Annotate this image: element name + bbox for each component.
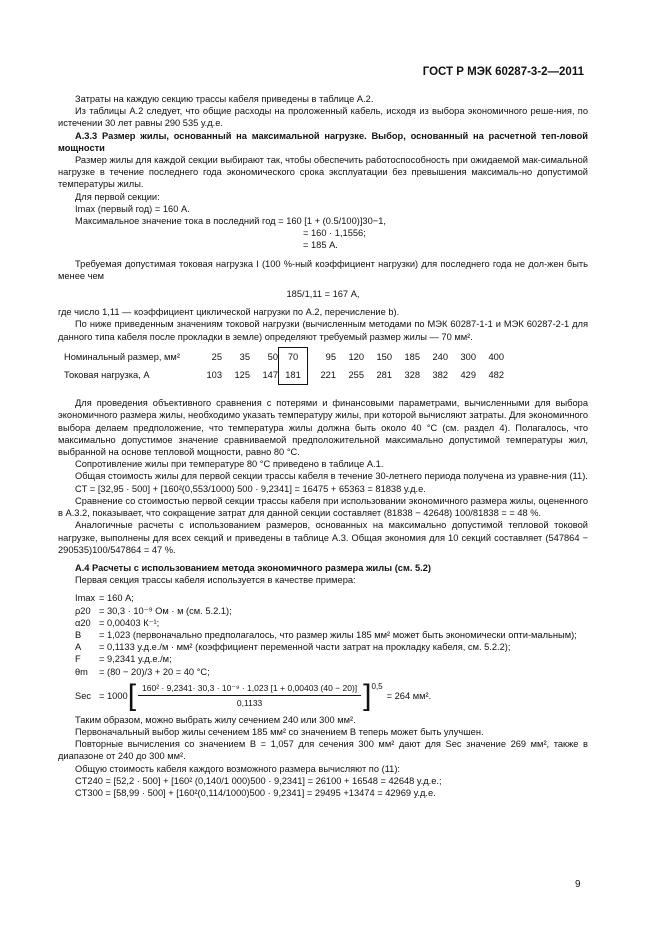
table-cell: 328	[404, 370, 420, 381]
formula-result: = 264 мм².	[386, 690, 432, 701]
sec-formula	[75, 678, 588, 712]
variable-definitions	[58, 592, 588, 677]
definition: = 0,1133 у.д.е./м · мм² (коэффициент переменной части затрат на прокладку кабеля, см. 5.2.2);	[99, 642, 511, 653]
table-cell: 482	[488, 370, 504, 381]
table-row	[58, 347, 504, 366]
paragraph: Размер жилы для каждой секции выбирают так, чтобы обеспечить работоспособность при ожидаемой мак-симальной нагрузке в течение последнего года экономического срока эксплуатации без превышения максималь-но допустимой температуры жилы.	[58, 155, 588, 190]
symbol: F	[75, 654, 81, 665]
table-cell: 150	[376, 351, 392, 362]
symbol: α20	[75, 617, 91, 628]
table-cell: 125	[234, 370, 250, 381]
total-cost-240: CT240 = [52,2 · 500] + [160² (0,140/1 000)500 · 9,2341] = 26100 + 16548 = 42648 у.д.е.;	[75, 775, 442, 786]
table-cell: 382	[432, 370, 448, 381]
formula-coefficient: = 1000	[99, 690, 128, 701]
paragraph: По ниже приведенным значениям токовой нагрузки (вычисленным методами по МЭК 60287-1-1 и МЭК 60287-2-1 для данного типа кабеля после прокладки в земле) определяют требуемый размер жилы — 70 мм².	[58, 319, 588, 342]
row-label: Токовая нагрузка, А	[64, 370, 150, 381]
paragraph: Первоначальный выбор жилы сечением 185 мм² со значением B теперь может быть улучшен.	[75, 726, 484, 737]
definition-row	[75, 605, 588, 617]
table-cell: 50	[267, 351, 278, 362]
highlighted-cell: 70	[279, 347, 308, 366]
table-cell: 400	[488, 351, 504, 362]
max-current-last-year: Максимальное значение тока в последний год = 160 [1 + (0.5/100)]30−1,	[75, 216, 386, 227]
row-label: Номинальный размер, мм²	[64, 351, 180, 362]
paragraph: Из таблицы А.2 следует, что общие расходы на проложенный кабель, исходя из выбора экономичного реше-ния, по истечении 30 лет равны 290 535 у.д.е.	[58, 106, 588, 129]
symbol: B	[75, 629, 82, 640]
highlighted-cell: 181	[279, 366, 308, 385]
paragraph: Общую стоимость кабеля каждого возможного размера вычисляют по (11):	[75, 763, 400, 774]
table-cell: 185	[404, 351, 420, 362]
paragraph: Первая секция трассы кабеля используется в качестве примера:	[75, 575, 356, 586]
table-cell: 240	[432, 351, 448, 362]
paragraph: Общая стоимость жилы для первой секции трассы кабеля в течение 30-летнего периода получена из уравне-ния (11).	[75, 471, 588, 482]
table-row	[58, 366, 504, 385]
table-cell: 35	[239, 351, 250, 362]
paragraph: где число 1,11 — коэффициент циклической нагрузки по А.2, перечисление b).	[58, 307, 400, 318]
total-cost-300: CT300 = [58,99 · 500] + [160²(0,114/1000)500 · 9,2341] = 29495 +13474 = 42969 у.д.е.	[75, 787, 436, 798]
definition-row	[75, 653, 588, 665]
left-bracket: [	[127, 678, 137, 712]
definition-row	[75, 641, 588, 653]
paragraph: Сопротивление жилы при температуре 80 °С приведено в таблице А.1.	[75, 459, 384, 470]
calculation: 185/1,11 = 167 А,	[286, 289, 360, 300]
equation-line: = 160 · 1,1556;	[303, 228, 366, 239]
imax-first-year: Imax (первый год) = 160 А.	[75, 203, 190, 214]
right-bracket: ]	[363, 678, 372, 712]
equation-line: = 185 А.	[303, 240, 338, 251]
total-cost-formula: CT = [32,95 · 500] + [160²(0,553/1000) 500 · 9,2341] = 16475 + 65363 = 81838 у.д.е.	[75, 483, 426, 494]
paragraph: Аналогичные расчеты с использованием размеров, основанных на максимально допустимой тепловой токовой нагрузке, выполнены для всех секций и приведены в таблице А.3. Общая экономия для 10 секций составляет (547864 − 290535)100/547864 = 47 %.	[58, 520, 588, 555]
page-number: 9	[575, 879, 581, 890]
definition-row	[75, 629, 588, 641]
definition: = 1,023 (первоначально предполагалось, что размер жилы 185 мм² может быть экономически опти-мальным);	[99, 629, 577, 640]
table-cell: 221	[320, 370, 336, 381]
table-cell: 300	[460, 351, 476, 362]
fraction	[138, 682, 361, 709]
table-cell: 120	[348, 351, 364, 362]
paragraph: Для проведения объективного сравнения с потерями и финансовыми параметрами, вычисленными для выбора экономичного размера жилы, необходимо указать температуру жилы, при которой вычисляют затраты. Для экономичного выбора делаем предположение, что температура жилы должна быть около 40 °С (см. раздел 4). Полагалось, что максимально допустимое значение сравниваемой предположительной максимально допустимой температуры жил, выбранной на основе тепловой мощности, равно 80 °С.	[58, 398, 588, 458]
exponent: 0,5	[371, 681, 383, 691]
section-heading-a4: А.4 Расчеты с использованием метода экономичного размера жилы (см. 5.2)	[75, 562, 432, 573]
table-cell: 147	[262, 370, 278, 381]
definition: = 9,2341 у.д.е./м;	[99, 654, 172, 665]
paragraph: Сравнение со стоимостью первой секции трассы кабеля при использовании экономичного размера жилы, оцененного в А.3.2, показывает, что сокращение затрат для данной секции составляет (81838 − 42648) 100/81838 = = 48 %.	[58, 495, 588, 519]
paragraph: Затраты на каждую секцию трассы кабеля приведены в таблице А.2.	[75, 94, 374, 104]
section-heading-a33: А.3.3 Размер жилы, основанный на максимальной нагрузке. Выбор, основанный на расчетной теп-ловой мощности	[58, 130, 588, 153]
definition-row	[75, 617, 588, 629]
definition: = (80 − 20)/3 + 20 = 40 °С;	[99, 666, 210, 677]
table-cell: 103	[206, 370, 222, 381]
definition: = 30,3 · 10⁻⁹ Ом · м (см. 5.2.1);	[99, 605, 232, 616]
paragraph: Требуемая допустимая токовая нагрузка I (100 %-ный коэффициент нагрузки) для последнего года не дол-жен быть менее чем	[58, 258, 588, 281]
page-body	[58, 93, 588, 799]
denominator: 0,1133	[236, 698, 263, 709]
paragraph: Таким образом, можно выбрать жилу сечением 240 или 300 мм².	[75, 714, 356, 725]
definition-row	[75, 666, 588, 678]
definition: = 160 А;	[99, 593, 134, 604]
paragraph: Повторные вычисления со значением B = 1,057 для сечения 300 мм² дают для Sec значение 269 мм², также в диапазоне от 240 до 300 мм².	[58, 739, 588, 762]
table-cell: 281	[376, 370, 392, 381]
table-cell: 255	[348, 370, 364, 381]
table-cell: 25	[211, 351, 222, 362]
paragraph: Для первой секции:	[75, 191, 160, 202]
current-rating-table	[58, 347, 504, 385]
symbol: Imax	[75, 593, 96, 604]
numerator: 160² · 9,2341· 30,3 · 10⁻⁹ · 1,023 [1 + 0,00403 (40 − 20)]	[138, 682, 361, 696]
symbol: ρ20	[75, 605, 91, 616]
definition: = 0,00403 К⁻¹;	[99, 617, 160, 628]
formula-lhs: Sec	[75, 690, 92, 701]
running-header: ГОСТ Р МЭК 60287-3-2—2011	[422, 66, 584, 78]
symbol: θm	[75, 666, 88, 677]
table-cell: 429	[460, 370, 476, 381]
table-cell: 95	[325, 351, 336, 362]
symbol: A	[75, 642, 82, 653]
definition-row	[75, 592, 588, 604]
